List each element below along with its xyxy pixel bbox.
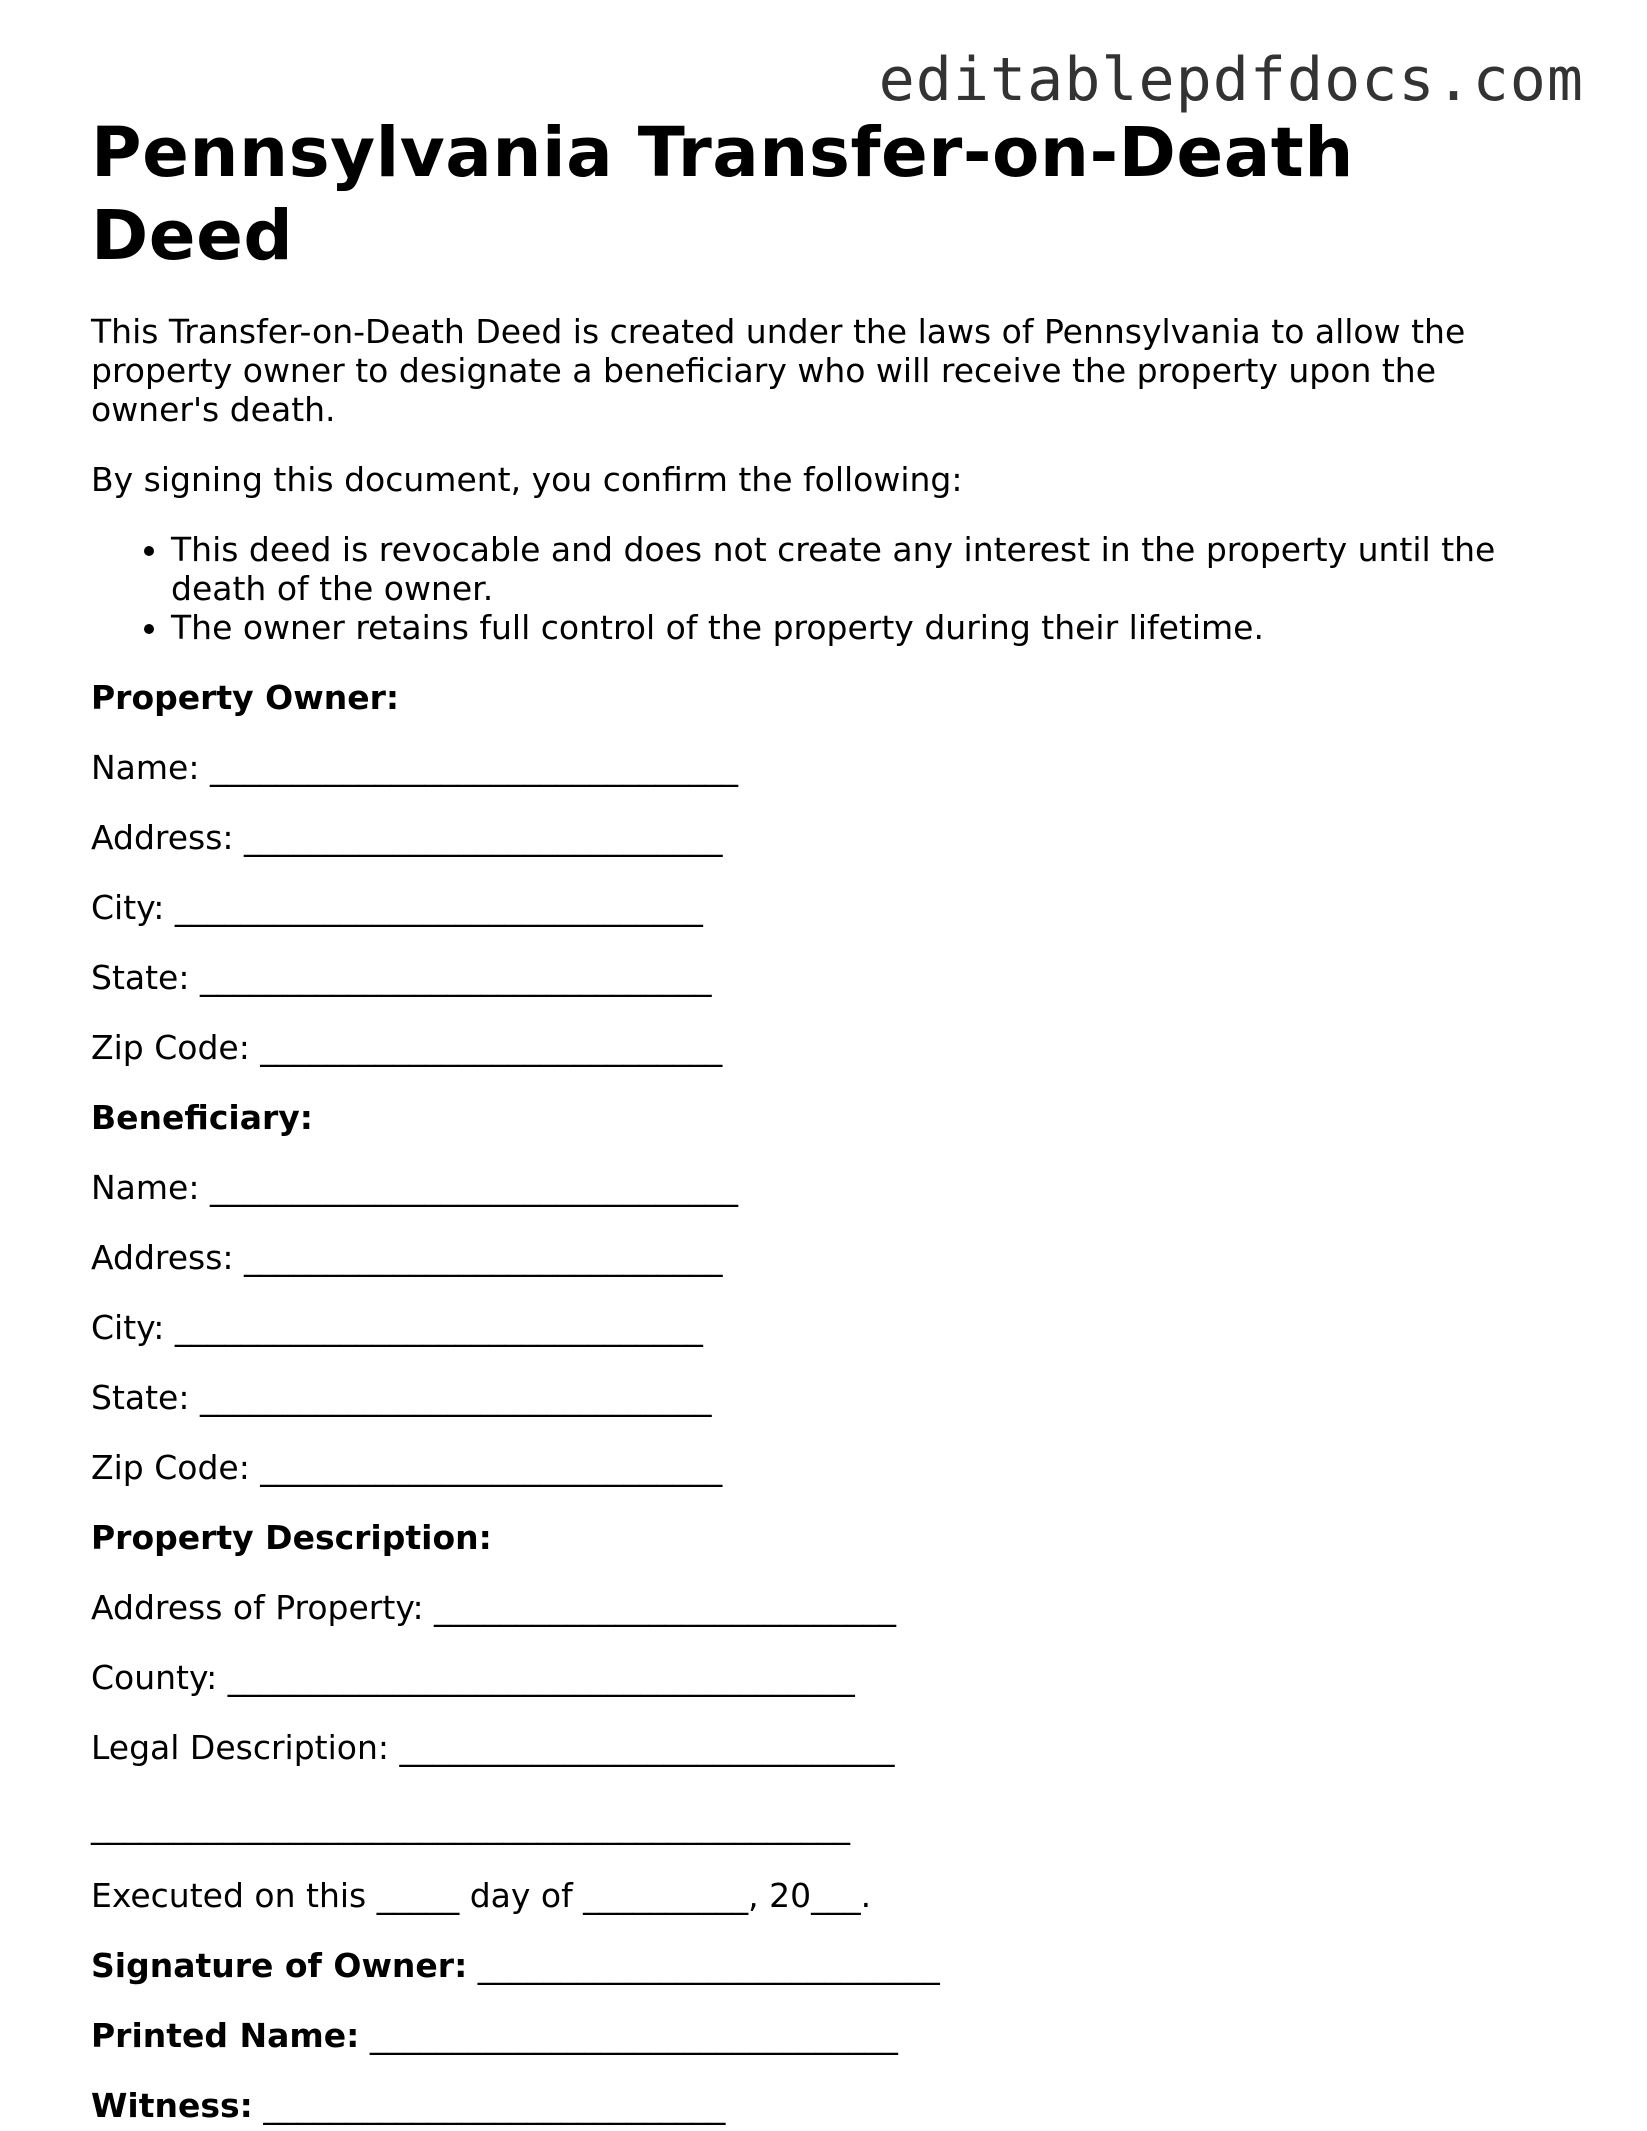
- confirm-statement: By signing this document, you confirm the following:: [91, 459, 963, 499]
- execution-date-field[interactable]: Executed on this _____ day of __________, 20___.: [91, 1875, 872, 1915]
- beneficiary-state-field[interactable]: State: _______________________________: [91, 1377, 712, 1417]
- owner-signature-line[interactable]: ____________________________: [467, 1945, 940, 1985]
- beneficiary-city-field[interactable]: City: ________________________________: [91, 1307, 703, 1347]
- beneficiary-address-field[interactable]: Address: _____________________________: [91, 1237, 723, 1277]
- watermark: editablepdfdocs.com: [878, 45, 1584, 115]
- owner-name-field[interactable]: Name: ________________________________: [91, 747, 738, 787]
- property-legal-description-field[interactable]: Legal Description: ______________________________: [91, 1727, 895, 1767]
- owner-signature-field[interactable]: [91, 1946, 1571, 1985]
- owner-city-field[interactable]: City: ________________________________: [91, 887, 703, 927]
- property-legal-description-continuation[interactable]: ______________________________________________: [91, 1805, 850, 1845]
- beneficiary-name-field[interactable]: Name: ________________________________: [91, 1167, 738, 1207]
- witness-line[interactable]: ____________________________: [252, 2085, 726, 2125]
- property-county-field[interactable]: County: ______________________________________: [91, 1657, 855, 1697]
- list-item: • This deed is revocable and does not create any interest in the property until the death of the owner.: [171, 530, 1571, 608]
- printed-name-line[interactable]: ________________________________: [359, 2015, 898, 2055]
- page-title: Pennsylvania Transfer-on-Death Deed: [91, 113, 1354, 276]
- list-item: • The owner retains full control of the property during their lifetime.: [171, 608, 1571, 647]
- property-section-heading: Property Description:: [91, 1517, 492, 1557]
- property-address-field[interactable]: Address of Property: ____________________________: [91, 1587, 897, 1627]
- owner-zip-field[interactable]: Zip Code: ____________________________: [91, 1027, 723, 1067]
- document-page: [91, 112, 1571, 2125]
- confirmation-list: [91, 530, 1571, 647]
- witness-label: Witness:: [91, 2085, 253, 2125]
- intro-paragraph: This Transfer-on-Death Deed is created under the laws of Pennsylvania to allow the property owner to designate a beneficiary who will receive the property upon the owner's death.: [91, 311, 1466, 429]
- beneficiary-section-heading: Beneficiary:: [91, 1097, 313, 1137]
- printed-name-field[interactable]: [91, 2016, 1571, 2055]
- printed-name-label: Printed Name:: [91, 2015, 360, 2055]
- owner-signature-label: Signature of Owner:: [91, 1945, 468, 1985]
- owner-section-heading: Property Owner:: [91, 677, 400, 717]
- owner-state-field[interactable]: State: _______________________________: [91, 957, 712, 997]
- beneficiary-zip-field[interactable]: Zip Code: ____________________________: [91, 1447, 723, 1487]
- owner-address-field[interactable]: Address: _____________________________: [91, 817, 723, 857]
- witness-field[interactable]: [91, 2086, 1571, 2125]
